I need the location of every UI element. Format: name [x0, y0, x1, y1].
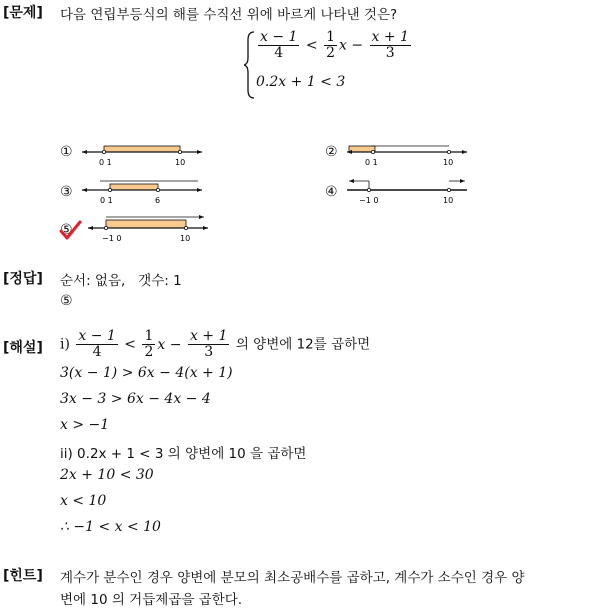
answer-text: 순서: 없음, 갯수: 1 — [60, 273, 182, 289]
choice-2-tick-b: 10 — [443, 158, 454, 167]
choice-2-numberline[interactable] — [345, 140, 470, 170]
choice-1-mark[interactable]: ① — [60, 144, 73, 160]
choice-1-numberline[interactable] — [80, 140, 205, 170]
choice-4-numberline[interactable] — [345, 176, 470, 208]
choice-4-tick-b: 10 — [443, 196, 454, 205]
choice-2-mark[interactable]: ② — [325, 144, 338, 160]
system-eq2: 0.2x + 1 < 3 — [256, 74, 346, 90]
problem-text: 다음 연립부등식의 해를 수직선 위에 바르게 나타낸 것은? — [60, 7, 398, 23]
choice-3-mark[interactable]: ③ — [60, 184, 73, 200]
solution-line-4: x > −1 — [60, 417, 110, 433]
solution-line-6: 2x + 10 < 30 — [60, 467, 154, 483]
answer-label: [정답] — [3, 271, 43, 287]
answer-mark: ⑤ — [60, 293, 73, 309]
solution-label: [해설] — [3, 340, 43, 356]
hint-line-1: 계수가 분수인 경우 양변에 분모의 최소공배수를 곱하고, 계수가 소수인 경우 양 — [60, 570, 525, 586]
solution-line-2: 3(x − 1) > 6x − 4(x + 1) — [60, 365, 233, 381]
choice-1-tick-a: 0 1 — [99, 158, 112, 167]
choice-5-tick-b: 10 — [180, 234, 191, 243]
solution-line-5: ii) 0.2x + 1 < 3 의 양변에 10 을 곱하면 — [60, 446, 307, 462]
choice-3-tick-b: 6 — [155, 196, 161, 205]
choice-3-tick-a: 0 1 — [100, 196, 113, 205]
solution-line-7: x < 10 — [60, 493, 107, 509]
solution-line-8: ∴ −1 < x < 10 — [60, 519, 161, 535]
choice-4-tick-a: −1 0 — [359, 196, 379, 205]
choice-5-tick-a: −1 0 — [102, 234, 122, 243]
choice-3-numberline[interactable] — [80, 176, 205, 208]
hint-label: [힌트] — [3, 568, 43, 584]
choice-5-mark[interactable]: ⑤ — [60, 222, 73, 238]
solution-line-1: i) $\frac{x - 1}{4}$ < $\frac{1}{2}$ x − $\frac{x + 1}{3}$ 의 양변에 12를 곱하면 — [60, 328, 371, 360]
choice-2-tick-a: 0 1 — [365, 158, 378, 167]
problem-label: [문제] — [3, 5, 43, 21]
choice-5-numberline[interactable] — [86, 212, 211, 246]
choice-4-mark[interactable]: ④ — [325, 184, 338, 200]
hint-line-2: 변에 10 의 거듭제곱을 곱한다. — [60, 592, 243, 608]
solution-line-3: 3x − 3 > 6x − 4x − 4 — [60, 391, 211, 407]
system-eq1: $\frac{x - 1}{4}$ < $\frac{1}{2}$ x − $\frac{x + 1}{3}$ — [260, 29, 409, 61]
system-brace-icon — [244, 30, 256, 100]
choice-1-tick-b: 10 — [175, 158, 186, 167]
check-mark-icon — [58, 220, 82, 242]
